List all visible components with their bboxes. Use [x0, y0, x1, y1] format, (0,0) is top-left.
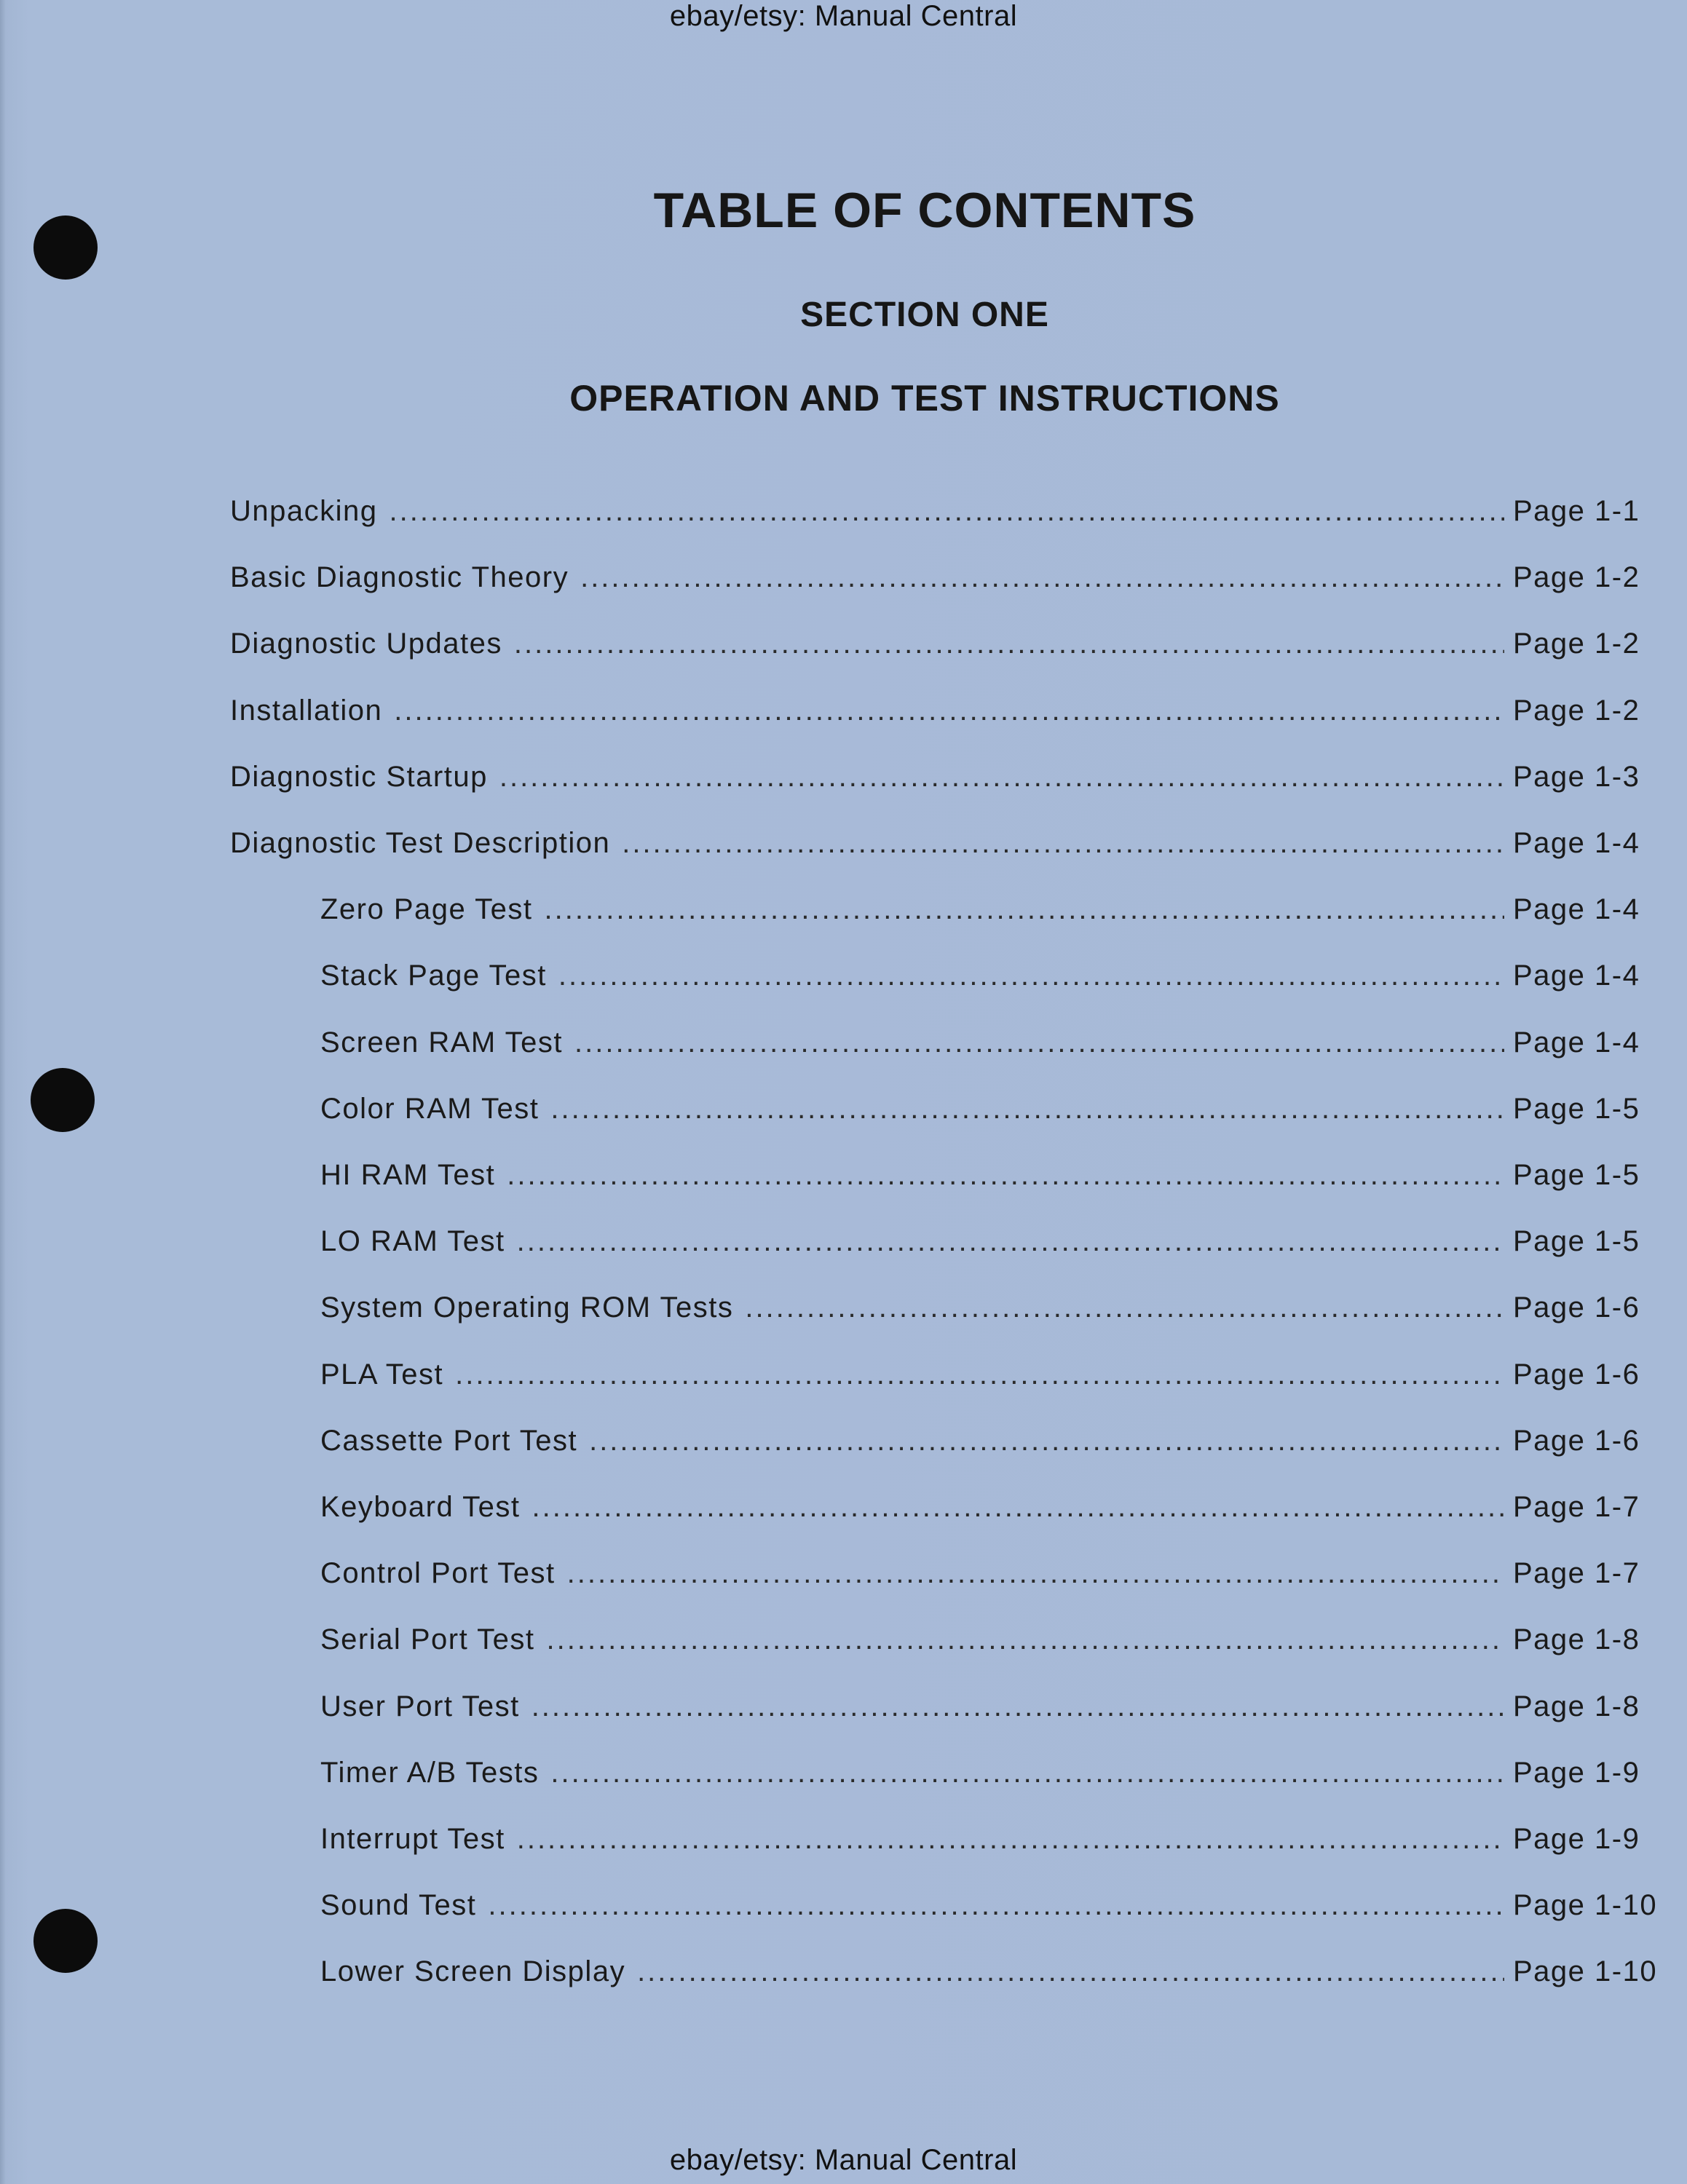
toc-dot-leader [545, 893, 1504, 926]
toc-entry-label: Keyboard Test [320, 1491, 521, 1523]
toc-entry-label: Lower Screen Display [320, 1955, 626, 1987]
toc-dot-leader [580, 561, 1504, 594]
toc-entry-label: Diagnostic Updates [230, 628, 502, 660]
toc-entry-label: Interrupt Test [320, 1823, 505, 1855]
toc-entry-label: System Operating ROM Tests [320, 1291, 734, 1324]
toc-entry-label: Sound Test [320, 1889, 477, 1921]
toc-entry [320, 960, 1640, 996]
toc-dot-leader [622, 827, 1504, 860]
toc-entry-page: Page 1-6 [1513, 1291, 1640, 1324]
toc-entry-page: Page 1-7 [1513, 1491, 1640, 1523]
toc-entry-label: HI RAM Test [320, 1159, 496, 1191]
toc-dot-leader [514, 628, 1504, 660]
toc-dot-leader [532, 1491, 1504, 1524]
toc-dot-leader [589, 1425, 1504, 1457]
watermark-top: ebay/etsy: Manual Central [669, 0, 1018, 32]
toc-entry [230, 628, 1640, 664]
toc-entry-page: Page 1-4 [1513, 893, 1640, 925]
toc-entry-page: Page 1-10 [1513, 1889, 1658, 1921]
toc-entry-page: Page 1-5 [1513, 1093, 1640, 1125]
toc-entry-label: Serial Port Test [320, 1623, 535, 1655]
toc-dot-leader [507, 1159, 1504, 1192]
toc-entry-page: Page 1-2 [1513, 561, 1640, 593]
toc-entry-page: Page 1-8 [1513, 1623, 1640, 1655]
toc-entry-page: Page 1-6 [1513, 1358, 1640, 1390]
toc-entry-page: Page 1-5 [1513, 1225, 1640, 1257]
toc-dot-leader [390, 495, 1504, 528]
toc-entry [320, 1557, 1640, 1594]
toc-dot-leader [488, 1889, 1504, 1922]
toc-entry [320, 1159, 1640, 1195]
toc-entry [320, 1823, 1640, 1859]
toc-entry [230, 761, 1640, 797]
toc-entry [320, 1425, 1640, 1461]
toc-entry-page: Page 1-2 [1513, 695, 1640, 727]
section-subtitle: OPERATION AND TEST INSTRUCTIONS [569, 378, 1280, 419]
toc-entry [320, 1955, 1658, 1992]
toc-entry-page: Page 1-5 [1513, 1159, 1640, 1191]
toc-dot-leader [499, 761, 1504, 794]
toc-entry [320, 1491, 1640, 1527]
toc-entry-page: Page 1-10 [1513, 1955, 1658, 1987]
toc-dot-leader [547, 1623, 1505, 1656]
toc-entry-label: Basic Diagnostic Theory [230, 561, 569, 593]
toc-entry-page: Page 1-9 [1513, 1823, 1640, 1855]
toc-entry-label: Zero Page Test [320, 893, 533, 925]
toc-entry-page: Page 1-7 [1513, 1557, 1640, 1589]
toc-entry-label: Cassette Port Test [320, 1425, 578, 1457]
toc-entry-label: PLA Test [320, 1358, 444, 1390]
toc-dot-leader [550, 1757, 1504, 1789]
toc-entry [320, 1026, 1640, 1063]
toc-entry-page: Page 1-6 [1513, 1425, 1640, 1457]
toc-entry [320, 1093, 1640, 1129]
toc-dot-leader [550, 1093, 1504, 1125]
toc-entry-label: LO RAM Test [320, 1225, 505, 1257]
toc-dot-leader [567, 1557, 1504, 1590]
toc-entry-label: Unpacking [230, 495, 378, 527]
toc-entry [230, 827, 1640, 863]
toc-entry-label: Stack Page Test [320, 960, 547, 992]
toc-dot-leader [455, 1358, 1504, 1391]
toc-dot-leader [517, 1823, 1504, 1856]
toc-entry [320, 1889, 1658, 1926]
toc-entry [320, 1291, 1640, 1328]
toc-entry-label: Screen RAM Test [320, 1026, 563, 1059]
toc-dot-leader [517, 1225, 1504, 1258]
toc-entry-page: Page 1-4 [1513, 960, 1640, 992]
toc-entry-page: Page 1-2 [1513, 628, 1640, 660]
toc-dot-leader [558, 960, 1504, 992]
toc-entry [320, 1757, 1640, 1793]
toc-entry [320, 1358, 1640, 1395]
toc-entry [230, 695, 1640, 731]
toc-entry-page: Page 1-9 [1513, 1757, 1640, 1789]
toc-entry [320, 893, 1640, 930]
toc-entry-page: Page 1-4 [1513, 1026, 1640, 1059]
toc-entry-page: Page 1-4 [1513, 827, 1640, 859]
toc-entry-label: Color RAM Test [320, 1093, 540, 1125]
toc-dot-leader [574, 1026, 1504, 1059]
watermark-bottom: ebay/etsy: Manual Central [669, 2144, 1018, 2176]
toc-dot-leader [532, 1690, 1504, 1723]
section-heading: SECTION ONE [800, 296, 1049, 334]
toc-dot-leader [394, 695, 1504, 727]
toc-entry-label: Diagnostic Test Description [230, 827, 611, 859]
toc-entry-label: Timer A/B Tests [320, 1757, 540, 1789]
toc-entry [320, 1623, 1640, 1660]
toc-entry [230, 561, 1640, 598]
toc-entry-label: Installation [230, 695, 383, 727]
toc-entry-label: User Port Test [320, 1690, 520, 1722]
toc-entry [230, 495, 1640, 531]
toc-dot-leader [637, 1955, 1504, 1988]
toc-entry-page: Page 1-8 [1513, 1690, 1640, 1722]
toc-dot-leader [745, 1291, 1504, 1324]
page-title: TABLE OF CONTENTS [653, 183, 1196, 238]
toc-entry-label: Control Port Test [320, 1557, 556, 1589]
toc-entry [320, 1225, 1640, 1262]
toc-entry [320, 1690, 1640, 1727]
toc-entry-label: Diagnostic Startup [230, 761, 488, 793]
toc-entry-page: Page 1-1 [1513, 495, 1640, 527]
toc-entry-page: Page 1-3 [1513, 761, 1640, 793]
